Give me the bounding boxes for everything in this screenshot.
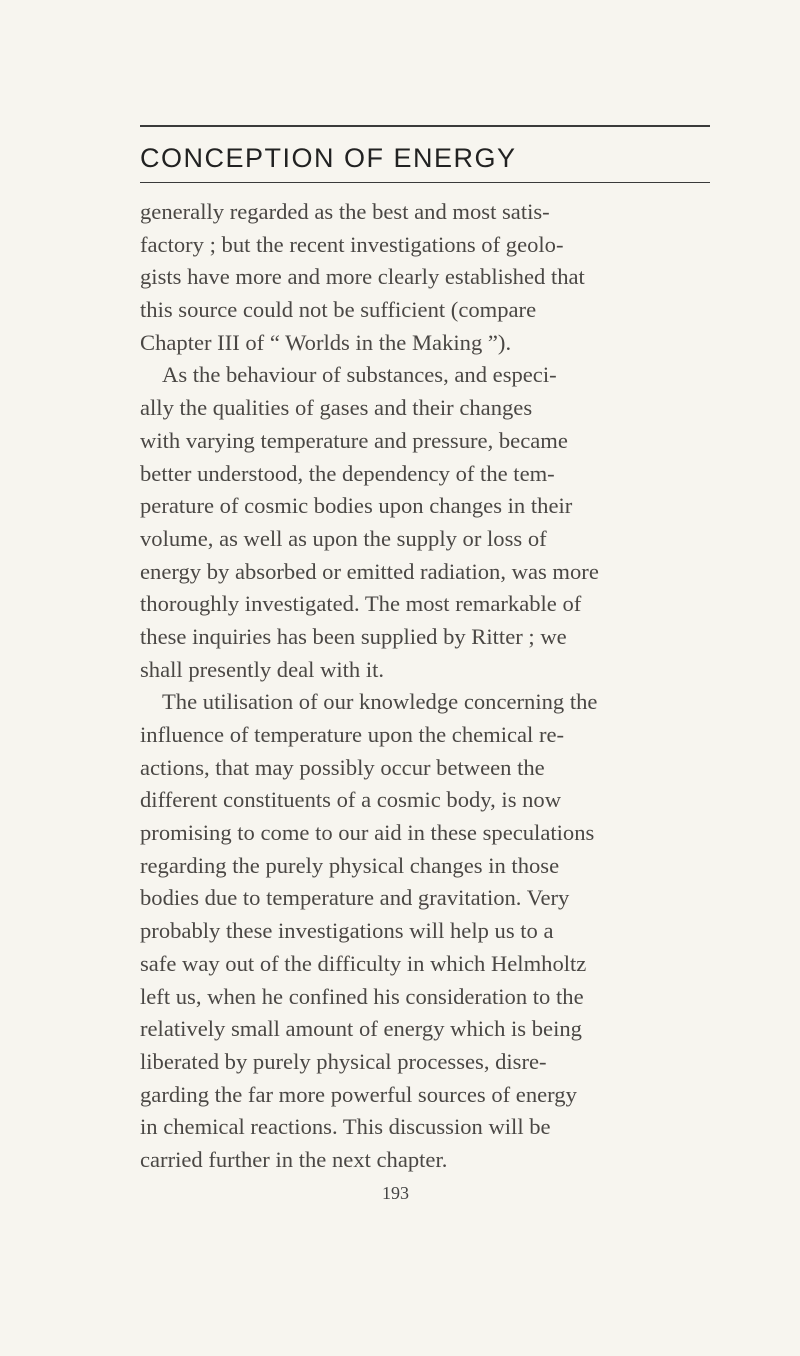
- text-line: regarding the purely physical changes in those: [140, 852, 560, 878]
- text-line: different constituents of a cosmic body, is now: [140, 787, 562, 813]
- text-line: promising to come to our aid in these speculations: [140, 820, 595, 846]
- text-line: probably these investigations will help us to a: [140, 918, 554, 944]
- text-line: liberated by purely physical processes, disre-: [140, 1048, 547, 1074]
- page-number: 193: [382, 1183, 409, 1203]
- text-line: carried further in the next chapter.: [140, 1146, 448, 1172]
- header-rule-bottom: [140, 182, 710, 183]
- text-line: actions, that may possibly occur between the: [140, 754, 545, 780]
- text-line: garding the far more powerful sources of energy: [140, 1081, 577, 1107]
- text-line: gists have more and more clearly established that: [140, 264, 585, 290]
- text-line: Chapter III of “ Worlds in the Making ”).: [140, 329, 512, 355]
- text-line: left us, when he confined his consideration to the: [140, 983, 584, 1009]
- text-line: factory ; but the recent investigations of geolo-: [140, 231, 564, 257]
- text-line: As the behaviour of substances, and especi-: [162, 362, 557, 388]
- header-rule-top: [140, 125, 710, 127]
- text-line: better understood, the dependency of the tem-: [140, 460, 555, 486]
- text-line: thoroughly investigated. The most remarkable of: [140, 591, 582, 617]
- text-line: ally the qualities of gases and their changes: [140, 395, 533, 421]
- text-line: in chemical reactions. This discussion will be: [140, 1114, 551, 1140]
- text-line: influence of temperature upon the chemical re-: [140, 722, 565, 747]
- text-line: The utilisation of our knowledge concerning the: [162, 689, 598, 715]
- text-line: energy by absorbed or emitted radiation, was more: [140, 558, 599, 584]
- running-head: CONCEPTION OF ENERGY: [140, 143, 517, 173]
- text-line: relatively small amount of energy which is being: [140, 1016, 582, 1042]
- text-line: shall presently deal with it.: [140, 656, 385, 682]
- text-line: generally regarded as the best and most satis-: [140, 199, 550, 224]
- text-line: this source could not be sufficient (compare: [140, 297, 537, 323]
- text-line: safe way out of the difficulty in which Helmholtz: [140, 950, 587, 976]
- text-line: bodies due to temperature and gravitation. Very: [140, 885, 570, 911]
- text-line: these inquiries has been supplied by Ritter ; we: [140, 623, 567, 649]
- text-line: volume, as well as upon the supply or loss of: [140, 525, 547, 551]
- body-text: [140, 196, 720, 1177]
- text-line: perature of cosmic bodies upon changes in their: [140, 493, 573, 519]
- text-line: with varying temperature and pressure, became: [140, 427, 568, 453]
